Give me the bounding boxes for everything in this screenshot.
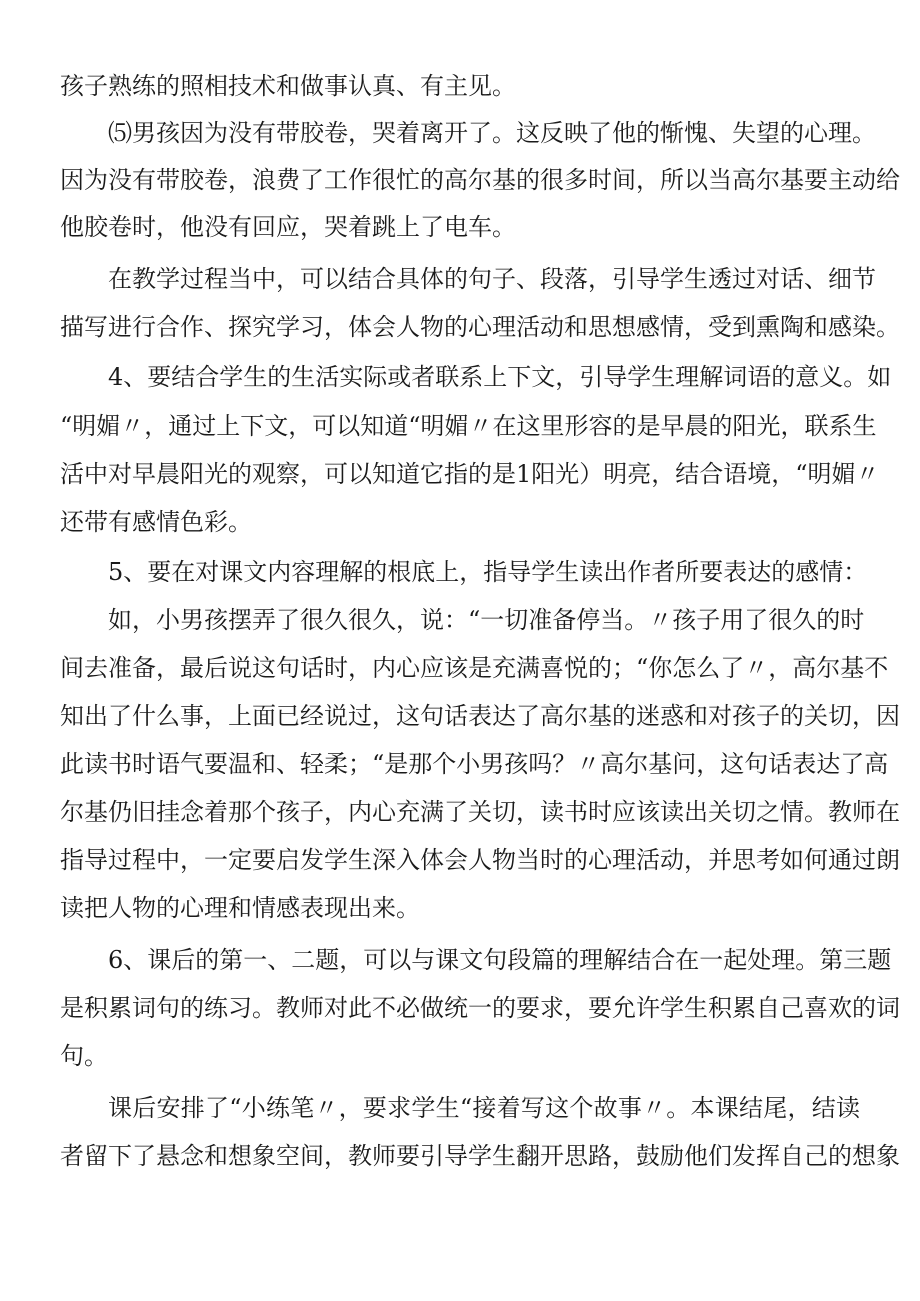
text-line: 还带有感情色彩。 xyxy=(60,508,252,536)
text-line: “明媚〃，通过上下文，可以知道“明媚〃在这里形容的是早晨的阳光，联系生 xyxy=(60,412,877,440)
text-line: 是积累词句的练习。教师对此不必做统一的要求，要允许学生积累自己喜欢的词 xyxy=(60,994,900,1022)
text-line: 活中对早晨阳光的观察，可以知道它指的是1阳光）明亮，结合语境，“明媚〃 xyxy=(60,460,880,488)
text-line: 者留下了悬念和想象空间，教师要引导学生翻开思路，鼓励他们发挥自己的想象 xyxy=(60,1142,900,1170)
text-line: 指导过程中，一定要启发学生深入体会人物当时的心理活动，并思考如何通过朗 xyxy=(60,846,900,874)
text-line: 在教学过程当中，可以结合具体的句子、段落，引导学生透过对话、细节 xyxy=(108,265,876,293)
text-line: 4、要结合学生的生活实际或者联系上下文，引导学生理解词语的意义。如 xyxy=(108,363,892,391)
text-line: 他胶卷时，他没有回应，哭着跳上了电车。 xyxy=(60,213,516,241)
text-line: 5、要在对课文内容理解的根底上，指导学生读出作者所要表达的感情： xyxy=(108,558,868,586)
text-line: 间去准备，最后说这句话时，内心应该是充满喜悦的；“你怎么了〃，高尔基不 xyxy=(60,654,889,682)
text-line: 尔基仍旧挂念着那个孩子，内心充满了关切，读书时应该读出关切之情。教师在 xyxy=(60,798,900,826)
text-line: 读把人物的心理和情感表现出来。 xyxy=(60,894,420,922)
text-line: 描写进行合作、探究学习，体会人物的心理活动和思想感情，受到熏陶和感染。 xyxy=(60,313,900,341)
text-line: 知出了什么事，上面已经说过，这句话表达了高尔基的迷惑和对孩子的关切，因 xyxy=(60,702,900,730)
text-line: 6、课后的第一、二题，可以与课文句段篇的理解结合在一起处理。第三题 xyxy=(108,946,892,974)
text-line: 课后安排了“小练笔〃，要求学生“接着写这个故事〃。本课结尾，结读 xyxy=(108,1094,860,1122)
text-line: 孩子熟练的照相技术和做事认真、有主见。 xyxy=(60,72,516,100)
text-line: 因为没有带胶卷，浪费了工作很忙的高尔基的很多时间，所以当高尔基要主动给 xyxy=(60,166,900,194)
text-line: 此读书时语气要温和、轻柔；“是那个小男孩吗？〃高尔基问，这句话表达了高 xyxy=(60,750,889,778)
text-line: ⑸男孩因为没有带胶卷，哭着离开了。这反映了他的惭愧、失望的心理。 xyxy=(108,119,876,147)
text-line: 如，小男孩摆弄了很久很久，说：“一切准备停当。〃孩子用了很久的时 xyxy=(108,606,865,634)
text-line: 句。 xyxy=(60,1042,108,1070)
